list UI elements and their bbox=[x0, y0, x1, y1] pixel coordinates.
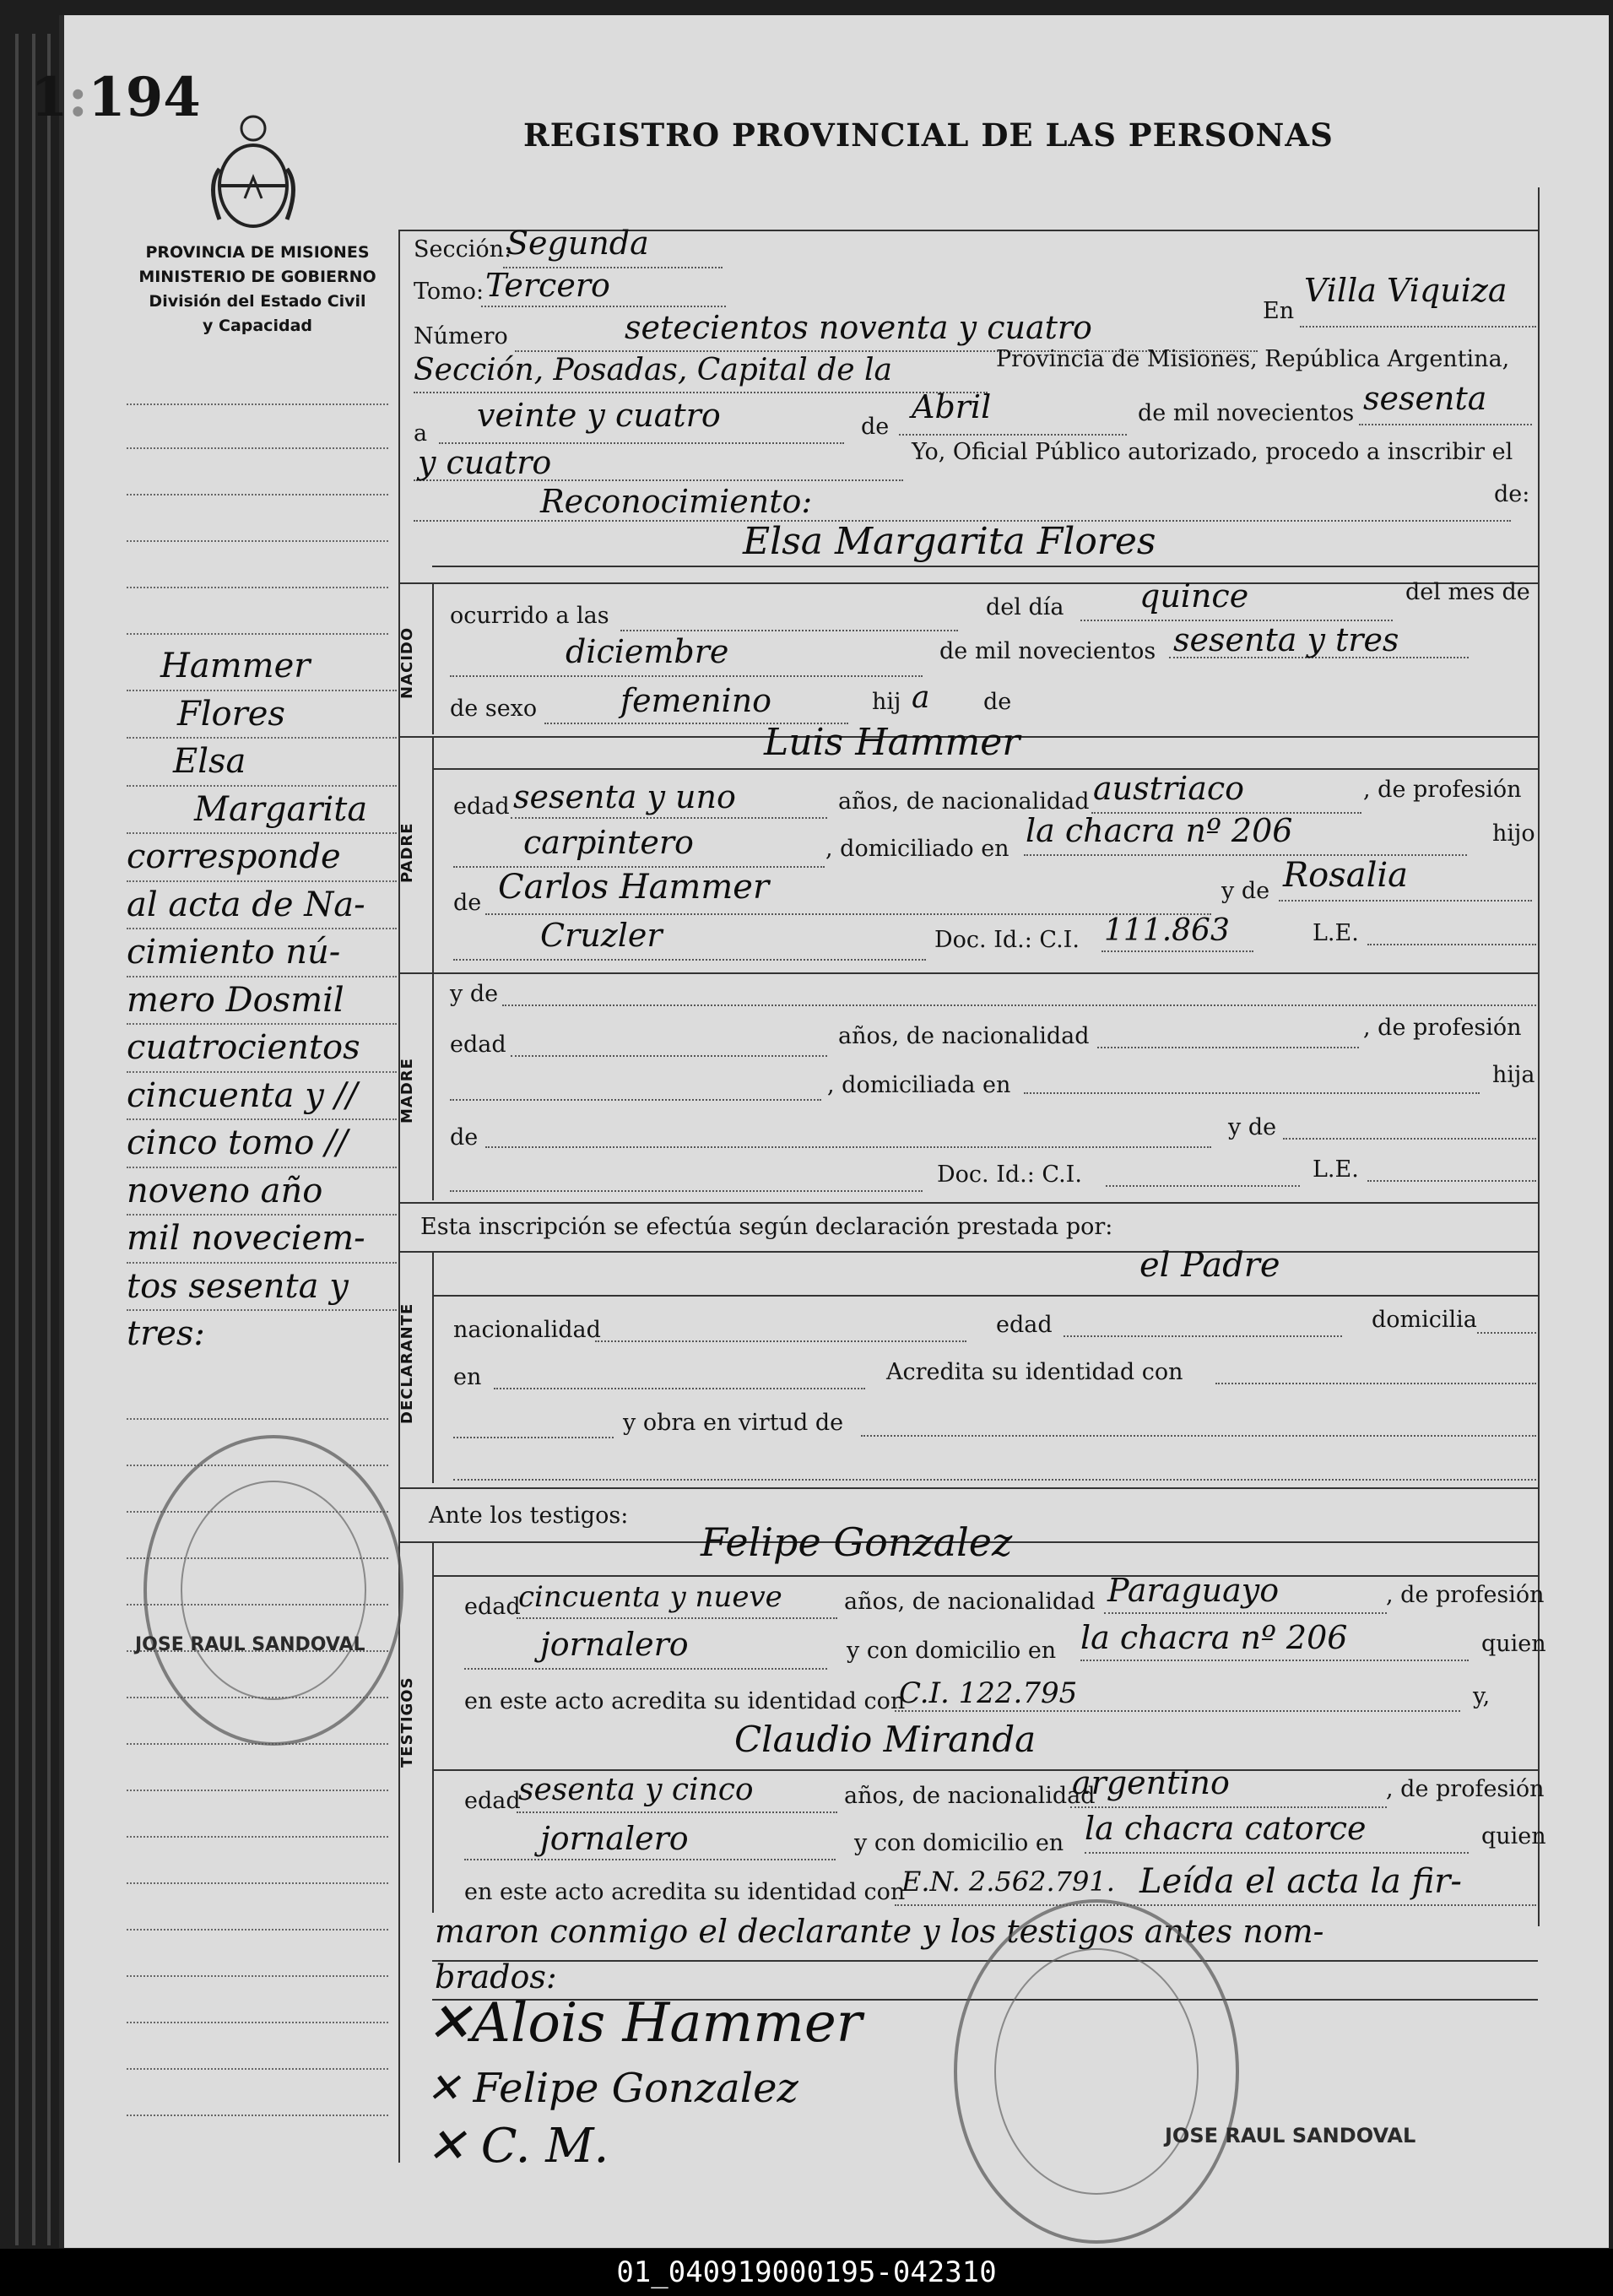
madre-anios-label: años, de nacionalidad bbox=[838, 1023, 1090, 1049]
margin-note-line: mero Dosmil bbox=[127, 977, 397, 1026]
agency-line: PROVINCIA DE MISIONES bbox=[145, 243, 370, 262]
margin-note-line: Hammer bbox=[127, 643, 397, 691]
official-seal-right bbox=[954, 1899, 1239, 2244]
folio-prefix: 1 bbox=[30, 66, 68, 129]
numero-value: setecientos noventa y cuatro bbox=[625, 309, 1092, 346]
declarante-nac-label: nacionalidad bbox=[453, 1317, 601, 1343]
madre-edad-line bbox=[511, 1055, 827, 1057]
madre-doc-line bbox=[1106, 1185, 1300, 1187]
testigo1-domicilio: la chacra nº 206 bbox=[1080, 1619, 1348, 1656]
official-name-left: JOSE RAUL SANDOVAL bbox=[135, 1634, 365, 1655]
declarante-inner-line bbox=[432, 1251, 434, 1483]
coat-of-arms-icon bbox=[203, 110, 304, 236]
margin-note-line: cinco tomo // bbox=[127, 1120, 397, 1168]
declarante-side-label: DECLARANTE bbox=[398, 1302, 416, 1424]
fecha-anio-value: sesenta bbox=[1363, 380, 1487, 417]
en-line bbox=[1300, 326, 1536, 328]
madre-le-label: L.E. bbox=[1313, 1156, 1359, 1183]
padre-prof-label: , de profesión bbox=[1363, 777, 1522, 803]
declarante-edad-line bbox=[1064, 1335, 1342, 1337]
padre-nombre-line bbox=[432, 768, 1538, 770]
padre-documento: 111.863 bbox=[1104, 913, 1230, 948]
testigos-side-label: TESTIGOS bbox=[398, 1676, 416, 1768]
abuelo-line bbox=[485, 913, 1211, 915]
nacimiento-anio: sesenta y tres bbox=[1173, 621, 1399, 658]
madre-edad-label: edad bbox=[450, 1032, 506, 1058]
declarante-edad-label: edad bbox=[996, 1312, 1053, 1338]
mil-label: de mil novecientos bbox=[1138, 400, 1355, 426]
declarante-top-line bbox=[398, 1251, 1540, 1253]
tomo-value: Tercero bbox=[485, 267, 610, 304]
signature-text: Felipe Gonzalez bbox=[473, 2065, 798, 2112]
testigo1-nombre: Felipe Gonzalez bbox=[701, 1519, 1013, 1565]
padre-le-label: L.E. bbox=[1313, 920, 1359, 946]
hij-de-label: de bbox=[983, 689, 1012, 715]
nacimiento-dia: quince bbox=[1139, 577, 1249, 615]
testigo1-doc-line bbox=[895, 1710, 1460, 1712]
section-divider bbox=[398, 1487, 1540, 1489]
fecha-mes-value: Abril bbox=[912, 388, 992, 425]
testigo2-edad-line bbox=[517, 1811, 837, 1813]
margin-note-line: Margarita bbox=[127, 787, 397, 835]
del-dia-label: del día bbox=[986, 594, 1064, 620]
oficial-text: Yo, Oficial Público autorizado, procedo a inscribir el bbox=[912, 439, 1513, 465]
page-edge bbox=[15, 34, 19, 2245]
abuela-nombre: Rosalia bbox=[1283, 856, 1409, 895]
testigos-inner-line bbox=[432, 1541, 434, 1913]
declarante-obra-pre bbox=[453, 1437, 614, 1438]
fecha-anio-cont: y cuatro bbox=[418, 444, 552, 481]
testigo2-acredita-label: en este acto acredita su identidad con bbox=[464, 1879, 906, 1905]
declaracion-intro: Esta inscripción se efectúa según declaración prestada por: bbox=[420, 1214, 1113, 1240]
testigo2-prof-line bbox=[464, 1859, 836, 1860]
padre-le-line bbox=[1367, 944, 1536, 945]
sexo-value: femenino bbox=[620, 682, 772, 719]
hij-value: a bbox=[912, 680, 930, 715]
madre-de-line bbox=[485, 1146, 1211, 1148]
declarante-extra-line bbox=[453, 1479, 1536, 1481]
agency-line: División del Estado Civil bbox=[149, 292, 366, 311]
seccion-posadas-line bbox=[414, 392, 988, 393]
madre-prof-line bbox=[450, 1099, 821, 1101]
numero-label: Número bbox=[414, 323, 508, 349]
nacimiento-mes: diciembre bbox=[566, 633, 729, 670]
margin-note-line: noveno año bbox=[127, 1168, 397, 1216]
testigo1-nombre-line bbox=[432, 1575, 1538, 1577]
padre-dom-label: , domiciliado en bbox=[825, 836, 1009, 862]
testigo1-anios-label: años, de nacionalidad bbox=[844, 1589, 1096, 1615]
document-title: REGISTRO PROVINCIAL DE LAS PERSONAS bbox=[523, 116, 1334, 154]
margin-note-line: corresponde bbox=[127, 834, 397, 882]
declarante-en-label: en bbox=[453, 1364, 482, 1390]
signature-alois-hammer bbox=[426, 1992, 862, 2055]
testigo1-edad-label: edad bbox=[464, 1594, 521, 1620]
padre-nombre: Luis Hammer bbox=[764, 721, 1020, 764]
margin-note-line: Flores bbox=[127, 691, 397, 739]
nacido-inner-line bbox=[432, 582, 434, 734]
agency-block bbox=[118, 241, 397, 338]
anio-line bbox=[1359, 424, 1532, 425]
madre-dom-label: , domiciliada en bbox=[827, 1072, 1011, 1098]
madre-de-label: de bbox=[450, 1124, 479, 1151]
madre-inner-line bbox=[432, 972, 434, 1200]
padre-inner-line bbox=[432, 736, 434, 972]
testigo2-nombre-line bbox=[432, 1769, 1538, 1771]
madre-hija-label: hija bbox=[1492, 1062, 1535, 1088]
closing-line1: Leída el acta la fir- bbox=[1139, 1862, 1462, 1901]
abuela-line bbox=[1279, 900, 1532, 902]
official-name-right: JOSE RAUL SANDOVAL bbox=[1165, 2124, 1416, 2147]
inscripto-nombre: Elsa Margarita Flores bbox=[743, 520, 1156, 563]
declarante-dom-label: domicilia bbox=[1372, 1307, 1477, 1333]
testigo1-edad: cincuenta y nueve bbox=[518, 1580, 782, 1614]
declarante-acredita-line bbox=[1215, 1383, 1536, 1384]
declarante-value-line bbox=[432, 1295, 1538, 1297]
signature-mark: ✕ bbox=[426, 2065, 474, 2112]
acto-value: Reconocimiento: bbox=[540, 483, 813, 520]
mes-nac-line bbox=[450, 675, 923, 677]
testigo1-profesion: jornalero bbox=[540, 1626, 689, 1663]
margin-note-line: tos sesenta y bbox=[127, 1264, 397, 1312]
official-seal-left bbox=[143, 1435, 403, 1746]
testigo2-profesion: jornalero bbox=[540, 1820, 689, 1857]
padre-edad: sesenta y uno bbox=[513, 778, 736, 815]
signature-mark: ✕ bbox=[426, 2119, 481, 2174]
testigo1-nac-line bbox=[1104, 1612, 1387, 1614]
testigo2-nacionalidad: argentino bbox=[1072, 1764, 1230, 1801]
testigo2-prof-label: , de profesión bbox=[1386, 1776, 1545, 1802]
testigo1-prof-label: , de profesión bbox=[1386, 1582, 1545, 1608]
frame-right-line bbox=[1538, 187, 1540, 1926]
nacido-side-label: NACIDO bbox=[398, 626, 416, 699]
padre-side-label: PADRE bbox=[398, 822, 416, 883]
padre-de-label: de bbox=[453, 890, 482, 916]
abuela-cont-line bbox=[453, 959, 926, 961]
closing-line3: brados: bbox=[435, 1958, 557, 1995]
section-divider bbox=[398, 972, 1540, 974]
testigo1-nacionalidad: Paraguayo bbox=[1107, 1572, 1280, 1609]
testigo1-prof-line bbox=[464, 1668, 827, 1670]
padre-edad-label: edad bbox=[453, 793, 510, 820]
declarante-value: el Padre bbox=[1139, 1246, 1280, 1285]
madre-nombre-line bbox=[502, 1004, 1536, 1006]
ocurrido-line bbox=[620, 630, 958, 631]
seccion-posadas-value: Sección, Posadas, Capital de la bbox=[414, 353, 893, 387]
signature-cm bbox=[426, 2119, 609, 2174]
en-label: En bbox=[1263, 298, 1295, 324]
seccion-value: Segunda bbox=[506, 225, 649, 262]
declarante-dom-extra bbox=[1477, 1332, 1536, 1334]
mil-nac-label: de mil novecientos bbox=[939, 638, 1156, 664]
de2-label: de: bbox=[1494, 481, 1530, 507]
section-divider bbox=[398, 1202, 1540, 1204]
padre-doc-line bbox=[1101, 950, 1253, 952]
hij-label: hij bbox=[872, 689, 901, 715]
sexo-label: de sexo bbox=[450, 696, 538, 722]
tomo-line bbox=[481, 306, 726, 307]
ocurrido-label: ocurrido a las bbox=[450, 603, 609, 629]
madre-dom-line bbox=[1024, 1092, 1480, 1094]
madre-yde2-label: y de bbox=[1228, 1114, 1277, 1140]
abuela-apellido: Cruzler bbox=[540, 917, 663, 954]
testigo2-condom-label: y con domicilio en bbox=[854, 1830, 1064, 1856]
seccion-label: Sección: bbox=[414, 236, 512, 263]
madre-doc-label: Doc. Id.: C.I. bbox=[937, 1162, 1082, 1188]
de-label: de bbox=[861, 414, 890, 440]
testigo2-edad: sesenta y cinco bbox=[518, 1773, 754, 1807]
margin-note-line: cimiento nú- bbox=[127, 929, 397, 977]
declarante-acredita-label: Acredita su identidad con bbox=[886, 1359, 1183, 1385]
madre-prof-label: , de profesión bbox=[1363, 1015, 1522, 1041]
madre-yde2-line bbox=[1283, 1138, 1536, 1140]
testigo2-dom-line bbox=[1085, 1852, 1469, 1854]
signature-text: Alois Hammer bbox=[471, 1992, 863, 2055]
testigo1-condom-label: y con domicilio en bbox=[847, 1638, 1057, 1664]
agency-line: y Capacidad bbox=[203, 317, 312, 335]
margin-note-line: cuatrocientos bbox=[127, 1025, 397, 1073]
padre-nacionalidad: austriaco bbox=[1093, 770, 1245, 807]
testigo2-doc-line bbox=[895, 1904, 1536, 1906]
testigos-intro: Ante los testigos: bbox=[429, 1503, 629, 1529]
madre-side-label: MADRE bbox=[398, 1058, 416, 1124]
margin-note-line: cincuenta y // bbox=[127, 1073, 397, 1121]
declarante-obra-line bbox=[861, 1435, 1536, 1437]
page-edge bbox=[47, 34, 51, 2245]
madre-nac-line bbox=[1097, 1047, 1359, 1048]
signature-mark: ✕ bbox=[426, 1992, 472, 2055]
testigo1-dom-line bbox=[1080, 1660, 1469, 1661]
padre-doc-label: Doc. Id.: C.I. bbox=[934, 927, 1080, 953]
closing-line2-rule bbox=[432, 1960, 1538, 1962]
testigo1-quien-label: quien bbox=[1481, 1631, 1546, 1657]
margin-note-line: Elsa bbox=[127, 739, 397, 787]
testigo2-nac-line bbox=[1070, 1806, 1387, 1808]
agency-line: MINISTERIO DE GOBIERNO bbox=[138, 268, 376, 286]
nombre-line bbox=[432, 566, 1538, 567]
testigo1-y-label: y, bbox=[1473, 1683, 1491, 1709]
a-label: a bbox=[414, 420, 428, 447]
page-edge bbox=[32, 34, 35, 2245]
margin-note-line: al acta de Na- bbox=[127, 882, 397, 930]
testigo2-domicilio: la chacra catorce bbox=[1085, 1810, 1367, 1847]
declarante-en-line bbox=[494, 1388, 865, 1389]
testigo2-edad-label: edad bbox=[464, 1788, 521, 1814]
padre-domicilio: la chacra nº 206 bbox=[1026, 812, 1293, 849]
padre-anios-label: años, de nacionalidad bbox=[838, 788, 1090, 815]
testigo2-anios-label: años, de nacionalidad bbox=[844, 1783, 1096, 1809]
padre-yde-label: y de bbox=[1221, 878, 1270, 904]
madre-extra-line bbox=[450, 1190, 923, 1192]
madre-le-line bbox=[1367, 1180, 1536, 1182]
margin-note-line: mil noveciem- bbox=[127, 1216, 397, 1264]
folio-value: 194 bbox=[88, 66, 201, 129]
declarante-nac-line bbox=[595, 1340, 966, 1342]
footer-code: 01_040919000195-042310 bbox=[0, 2249, 1613, 2296]
padre-profesion: carpintero bbox=[523, 824, 694, 861]
folio-number: 1:194 bbox=[30, 66, 201, 129]
padre-hijo-label: hijo bbox=[1492, 820, 1535, 847]
testigo2-documento: E.N. 2.562.791. bbox=[901, 1866, 1115, 1898]
madre-yde-label: y de bbox=[450, 981, 499, 1007]
margin-note bbox=[127, 643, 397, 1357]
testigo2-nombre: Claudio Miranda bbox=[734, 1719, 1037, 1760]
margin-note-line: tres: bbox=[127, 1314, 205, 1353]
testigo1-acredita-label: en este acto acredita su identidad con bbox=[464, 1688, 906, 1714]
testigo1-documento: C.I. 122.795 bbox=[899, 1676, 1078, 1710]
tomo-label: Tomo: bbox=[414, 279, 484, 305]
declarante-obra-label: y obra en virtud de bbox=[623, 1410, 844, 1436]
fecha-dia-value: veinte y cuatro bbox=[477, 397, 721, 434]
section-divider bbox=[398, 582, 1540, 584]
provincia-text: Provincia de Misiones, República Argentina, bbox=[996, 346, 1510, 372]
mes-line bbox=[899, 434, 1127, 436]
signature-text: C. M. bbox=[480, 2119, 609, 2174]
closing-line2: maron conmigo el declarante y los testigos antes nom- bbox=[435, 1913, 1324, 1950]
signature-felipe-gonzalez bbox=[426, 2065, 798, 2112]
en-value: Villa Viquiza bbox=[1304, 272, 1507, 309]
testigo1-edad-line bbox=[517, 1617, 837, 1619]
abuelo-nombre: Carlos Hammer bbox=[498, 868, 770, 907]
padre-edad-line bbox=[511, 817, 827, 819]
del-mes-label: del mes de bbox=[1405, 579, 1530, 605]
testigo2-quien-label: quien bbox=[1481, 1823, 1546, 1849]
